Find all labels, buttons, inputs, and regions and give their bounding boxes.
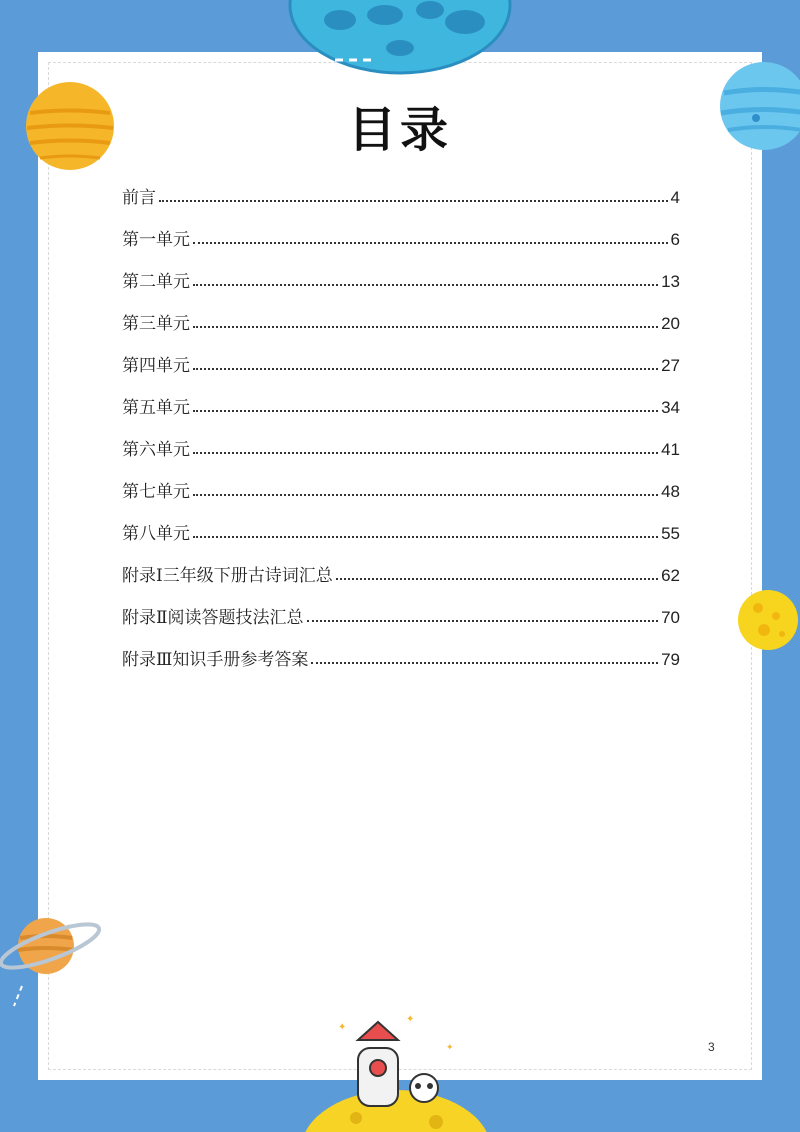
toc-leader-dots [193,452,658,454]
toc-entry[interactable] [122,586,680,628]
toc-entry-page: 6 [670,230,680,249]
toc-entry-page: 55 [661,524,680,543]
toc-leader-dots [193,368,658,370]
toc-leader-dots [336,578,658,580]
toc-leader-dots [307,620,659,622]
svg-text:✦: ✦ [338,1022,347,1033]
toc-entry-label: 第八单元 [122,524,190,544]
toc-entry-label: 第一单元 [122,230,190,250]
planet-yellow-icon [734,586,800,656]
toc-leader-dots [193,326,658,328]
page-number: 3 [708,1040,715,1054]
toc-entry-label: 第五单元 [122,398,190,418]
toc-entry[interactable] [122,502,680,544]
toc-entry-label: 第七单元 [122,482,190,502]
toc-entry-page: 27 [661,356,680,375]
panda-astronaut-icon [410,1074,438,1102]
toc-entry-label: 附录Ⅱ阅读答题技法汇总 [122,608,304,628]
toc-entry-label: 第六单元 [122,440,190,460]
toc-leader-dots [311,662,658,664]
toc-entry-page: 70 [661,608,680,627]
toc-entry-page: 20 [661,314,680,333]
toc-entry-page: 79 [661,650,680,669]
toc-entry[interactable] [122,292,680,334]
toc-entry-page: 48 [661,482,680,501]
toc-entry-label: 第二单元 [122,272,190,292]
toc-leader-dots [193,536,658,538]
toc-entry-page: 34 [661,398,680,417]
toc-entry[interactable] [122,208,680,250]
toc-entry[interactable] [122,544,680,586]
rocket-moon-illustration [296,1010,496,1132]
svg-text:✦: ✦ [446,1043,454,1053]
toc-entry[interactable] [122,418,680,460]
toc-entry-page: 13 [661,272,680,291]
toc-entry[interactable] [122,334,680,376]
toc-leader-dots [159,200,668,202]
toc-entry-label: 附录Ⅰ三年级下册古诗词汇总 [122,566,333,586]
toc-leader-dots [193,242,668,244]
toc-entry[interactable] [122,376,680,418]
toc-leader-dots [193,284,658,286]
svg-text:✦: ✦ [406,1014,415,1025]
toc-entry-label: 前言 [122,188,156,208]
toc-entry-label: 第四单元 [122,356,190,376]
planet-saturn-icon [0,908,110,1008]
toc-entry[interactable] [122,628,680,670]
toc-entry[interactable] [122,166,680,208]
toc-leader-dots [193,410,658,412]
toc-entry-page: 4 [670,188,680,207]
toc-entry[interactable] [122,460,680,502]
toc-entry-label: 第三单元 [122,314,190,334]
page-title: 目录 [347,102,452,158]
toc-leader-dots [193,494,658,496]
toc-entry-label: 附录Ⅲ知识手册参考答案 [122,650,309,670]
toc-entry[interactable] [122,250,680,292]
toc-entry-page: 62 [661,566,680,585]
toc-entry-page: 41 [661,440,680,459]
table-of-contents [122,166,680,670]
planet-top-icon [280,0,520,90]
